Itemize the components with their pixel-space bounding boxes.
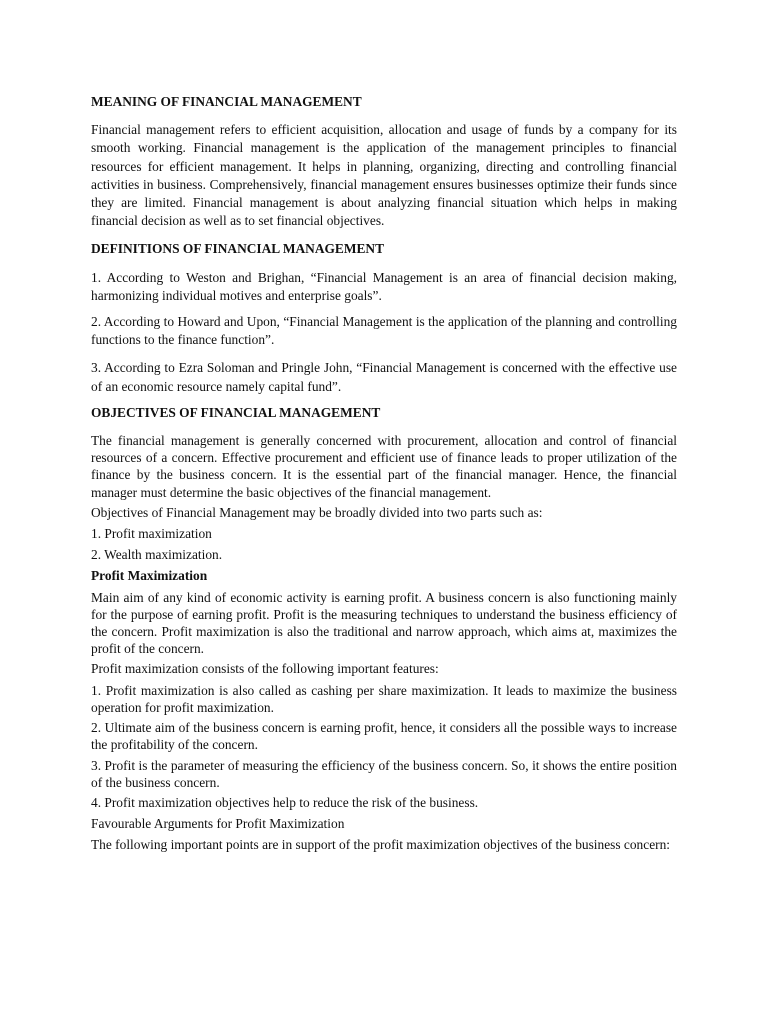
- profit-feature-item: 2. Ultimate aim of the business concern is earning profit, hence, it considers all the possible ways to increase the profitability of the concern.: [91, 720, 677, 753]
- profit-feature-item: 1. Profit maximization is also called as cashing per share maximization. It leads to maximize the business operation for profit maximization.: [91, 682, 677, 715]
- meaning-paragraph: Financial management refers to efficient acquisition, allocation and usage of funds by a company for its smooth working. Financial management is the application of the management principles to financial resources for efficient management. It helps in planning, organizing, directing and controlling financial activities in business. Comprehensively, financial management ensures businesses optimize their funds since they are limited. Financial management is about analyzing financial situation which helps in making financial decision as well as to set financial objectives.: [91, 122, 677, 229]
- objectives-heading: OBJECTIVES OF FINANCIAL MANAGEMENT: [91, 404, 381, 420]
- definition-item: 3. According to Ezra Soloman and Pringle John, “Financial Management is concerned with the effective use of an economic resource namely capital fund”.: [91, 360, 677, 394]
- profit-feature-item: 3. Profit is the parameter of measuring the efficiency of the business concern. So, it shows the entire position of the business concern.: [91, 757, 677, 790]
- profit-feature-item: 4. Profit maximization objectives help to reduce the risk of the business.: [91, 794, 479, 810]
- favourable-arguments-heading: Favourable Arguments for Profit Maximization: [91, 816, 345, 832]
- document-page: [91, 93, 677, 854]
- objectives-list-item: 1. Profit maximization: [91, 526, 212, 542]
- profit-features-intro: Profit maximization consists of the following important features:: [91, 661, 439, 677]
- favourable-arguments-paragraph: The following important points are in support of the profit maximization objectives of the business concern:: [91, 837, 671, 853]
- profit-maximization-paragraph: Main aim of any kind of economic activity is earning profit. A business concern is also functioning mainly for the purpose of earning profit. Profit is the measuring techniques to understand the business efficiency of the concern. Profit maximization is also the traditional and narrow approach, which aims at, maximizes the profit of the concern.: [91, 589, 677, 657]
- objectives-list-item: 2. Wealth maximization.: [91, 547, 223, 563]
- objectives-intro: Objectives of Financial Management may be broadly divided into two parts such as:: [91, 504, 543, 520]
- definitions-heading: DEFINITIONS OF FINANCIAL MANAGEMENT: [91, 241, 385, 257]
- meaning-heading: MEANING OF FINANCIAL MANAGEMENT: [91, 94, 362, 109]
- profit-maximization-heading: Profit Maximization: [91, 568, 208, 584]
- objectives-paragraph: The financial management is generally concerned with procurement, allocation and control of financial resources of a concern. Effective procurement and efficient use of finance leads to proper utilization of the finance by the business concern. It is the essential part of the financial manager. Hence, the financial manager must determine the basic objectives of the financial management.: [91, 433, 677, 500]
- definition-item: 1. According to Weston and Brighan, “Financial Management is an area of financial decision making, harmonizing individual motives and enterprise goals”.: [91, 269, 677, 303]
- definition-item: 2. According to Howard and Upon, “Financial Management is the application of the planning and controlling functions to the finance function”.: [91, 314, 677, 348]
